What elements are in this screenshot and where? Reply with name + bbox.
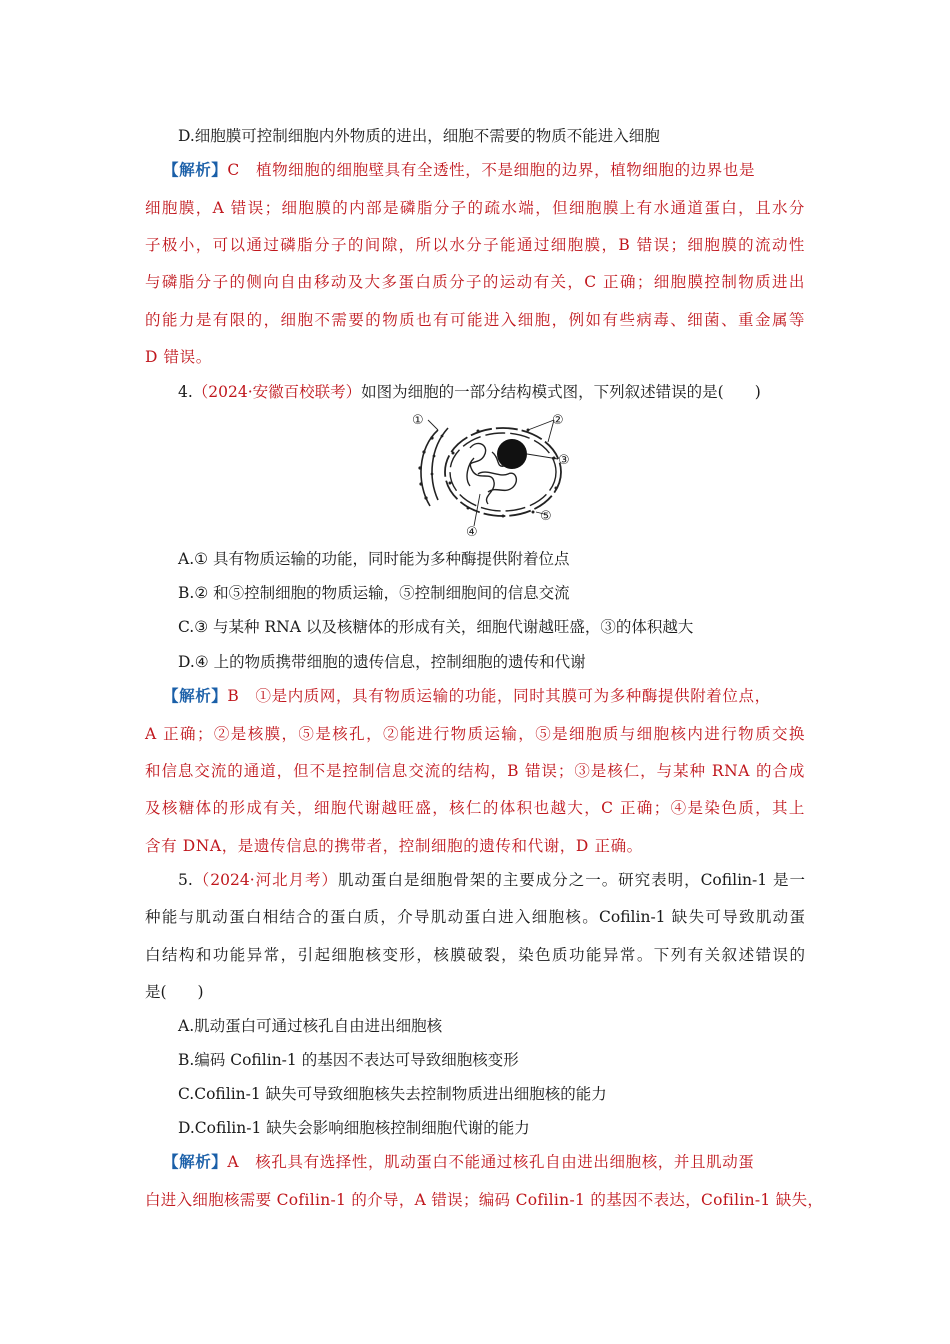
q3-analysis-line-5: 的能力是有限的，细胞不需要的物质也有可能进入细胞，例如有些病毒、细菌、重金属等	[145, 311, 805, 329]
q4-analysis-line-5: 含有 DNA，是遗传信息的携带者，控制细胞的遗传和代谢，D 正确。	[145, 837, 643, 855]
q4-option-d: D.④ 上的物质携带细胞的遗传信息，控制细胞的遗传和代谢	[178, 653, 586, 671]
q4-analysis-line-2: A 正确；②是核膜，⑤是核孔，②能进行物质运输，⑤是细胞质与细胞核内进行物质交换	[145, 725, 805, 743]
q4-option-b: B.② 和⑤控制细胞的物质运输，⑤控制细胞间的信息交流	[178, 584, 570, 602]
q5-analysis-line-1: 【解析】A 核孔具有选择性，肌动蛋白不能通过核孔自由进出细胞核，并且肌动蛋	[163, 1152, 755, 1171]
q5-stem-line-3: 白结构和功能异常，引起细胞核变形，核膜破裂，染色质功能异常。下列有关叙述错误的	[145, 946, 805, 964]
q5-analysis-tag: 【解析】	[163, 1152, 228, 1171]
cell-nucleus-diagram	[408, 408, 578, 538]
q3-analysis-line-4: 与磷脂分子的侧向自由移动及大多蛋白质分子的运动有关，C 正确；细胞膜控制物质进出	[145, 273, 805, 291]
q5-option-d: D.Cofilin-1 缺失会影响细胞核控制细胞代谢的能力	[178, 1119, 530, 1137]
q4-stem: 4.（2024·安徽百校联考）如图为细胞的一部分结构模式图，下列叙述错误的是( )	[178, 383, 761, 401]
q4-analysis-line-4: 及核糖体的形成有关，细胞代谢越旺盛，核仁的体积也越大，C 正确；④是染色质，其上	[145, 799, 805, 817]
q3-analysis-tag: 【解析】	[163, 160, 228, 179]
q5-option-b: B.编码 Cofilin-1 的基因不表达可导致细胞核变形	[178, 1051, 519, 1069]
q4-analysis-line-3: 和信息交流的通道，但不是控制信息交流的结构，B 错误；③是核仁，与某种 RNA 的合成	[145, 762, 805, 780]
q4-analysis-line-1: 【解析】B ①是内质网，具有物质运输的功能，同时其膜可为多种酶提供附着位点，	[163, 686, 771, 705]
q3-analysis-line-3: 子极小，可以通过磷脂分子的间隙，所以水分子能通过细胞膜，B 错误；细胞膜的流动性	[145, 236, 805, 254]
q5-source: （2024·河北月考）	[192, 871, 339, 889]
figure-label-2: ②	[552, 413, 564, 428]
q4-source: （2024·安徽百校联考）	[192, 383, 362, 401]
q5-analysis-line-2: 白进入细胞核需要 Cofilin-1 的介导，A 错误；编码 Cofilin-1 的基因不表达，Cofilin-1 缺失，	[145, 1191, 824, 1209]
cell-structure-figure	[408, 408, 578, 538]
figure-label-3: ③	[558, 453, 570, 468]
q4-analysis-tag: 【解析】	[163, 686, 228, 705]
q5-stem-line-2: 种能与肌动蛋白相结合的蛋白质，介导肌动蛋白进入细胞核。Cofilin-1 缺失可导致肌动蛋	[145, 908, 805, 926]
q5-option-a: A.肌动蛋白可通过核孔自由进出细胞核	[178, 1017, 443, 1035]
q5-stem-line-4: 是( )	[145, 983, 204, 1001]
figure-label-4: ④	[466, 525, 478, 538]
figure-label-1: ①	[412, 413, 424, 428]
q3-option-d: D.细胞膜可控制细胞内外物质的进出，细胞不需要的物质不能进入细胞	[178, 127, 660, 145]
q5-stem-line-1: 5.（2024·河北月考）肌动蛋白是细胞骨架的主要成分之一。研究表明，Cofilin-1 是一	[178, 871, 805, 889]
figure-label-5: ⑤	[540, 509, 552, 524]
nucleolus-shape	[497, 439, 527, 469]
q3-analysis-line-2: 细胞膜，A 错误；细胞膜的内部是磷脂分子的疏水端，但细胞膜上有水通道蛋白，且水分	[145, 199, 805, 217]
q5-option-c: C.Cofilin-1 缺失可导致细胞核失去控制物质进出细胞核的能力	[178, 1085, 607, 1103]
q3-analysis-line-1: 【解析】C 植物细胞的细胞壁具有全透性，不是细胞的边界，植物细胞的边界也是	[163, 160, 756, 179]
q4-option-c: C.③ 与某种 RNA 以及核糖体的形成有关，细胞代谢越旺盛，③的体积越大	[178, 618, 694, 636]
q3-analysis-line-6: D 错误。	[145, 348, 212, 366]
q4-option-a: A.① 具有物质运输的功能，同时能为多种酶提供附着位点	[178, 550, 570, 568]
